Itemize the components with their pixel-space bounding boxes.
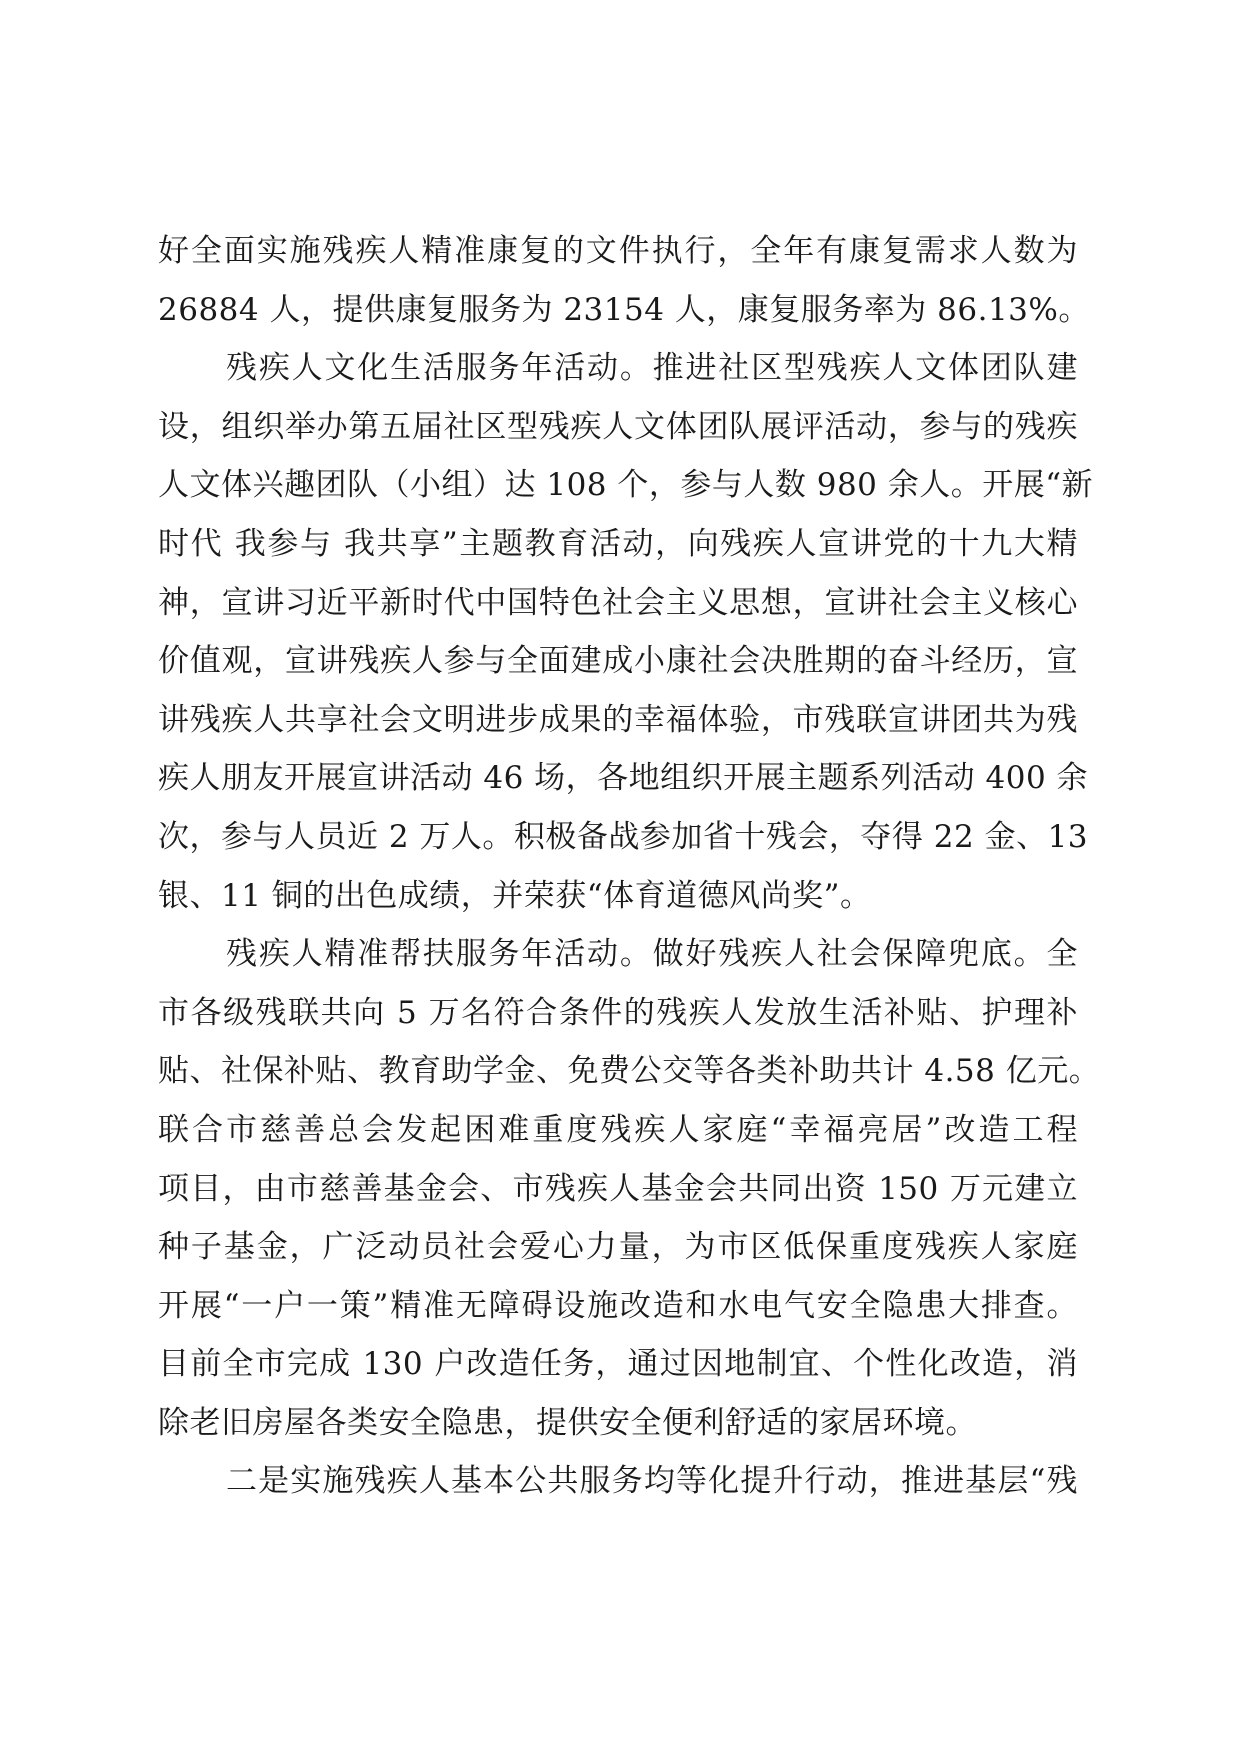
text-line: 人文体兴趣团队（小组）达 108 个，参与人数 980 余人。开展“新: [158, 467, 1094, 504]
text-line: 项目，由市慈善基金会、市残疾人基金会共同出资 150 万元建立: [158, 1170, 1078, 1207]
text-line: 开展“一户一策”精准无障碍设施改造和水电气安全隐患大排查。: [158, 1287, 1078, 1324]
text-line: 价值观，宣讲残疾人参与全面建成小康社会决胜期的奋斗经历，宣: [158, 643, 1078, 680]
text-line: 26884 人，提供康复服务为 23154 人，康复服务率为 86.13%。: [158, 291, 1090, 328]
text-line: 时代 我参与 我共享”主题教育活动，向残疾人宣讲党的十九大精: [158, 525, 1078, 562]
text-line: 次，参与人员近 2 万人。积极备战参加省十残会，夺得 22 金、13: [158, 818, 1089, 855]
body-text: [158, 222, 1101, 1511]
text-line: 好全面实施残疾人精准康复的文件执行，全年有康复需求人数为: [158, 233, 1078, 269]
text-line: 联合市慈善总会发起困难重度残疾人家庭“幸福亮居”改造工程: [158, 1111, 1078, 1148]
text-line: 种子基金，广泛动员社会爱心力量，为市区低保重度残疾人家庭: [158, 1229, 1078, 1266]
text-line: 神，宣讲习近平新时代中国特色社会主义思想，宣讲社会主义核心: [158, 584, 1078, 621]
text-line: 疾人朋友开展宣讲活动 46 场，各地组织开展主题系列活动 400 余: [158, 760, 1089, 797]
text-line: 目前全市完成 130 户改造任务，通过因地制宜、个性化改造，消: [158, 1346, 1078, 1383]
text-line: 残疾人文化生活服务年活动。推进社区型残疾人文体团队建: [226, 350, 1078, 387]
text-line: 除老旧房屋各类安全隐患，提供安全便利舒适的家居环境。: [158, 1404, 977, 1441]
text-line: 设，组织举办第五届社区型残疾人文体团队展评活动，参与的残疾: [158, 408, 1078, 445]
text-line: 讲残疾人共享社会文明进步成果的幸福体验，市残联宣讲团共为残: [158, 701, 1078, 738]
text-line: 市各级残联共向 5 万名符合条件的残疾人发放生活补贴、护理补: [158, 994, 1078, 1031]
text-line: 银、11 铜的出色成绩，并荣获“体育道德风尚奖”。: [158, 877, 872, 914]
text-line: 贴、社保补贴、教育助学金、免费公交等各类补助共计 4.58 亿元。: [158, 1053, 1101, 1090]
text-line: 残疾人精准帮扶服务年活动。做好残疾人社会保障兜底。全: [226, 936, 1078, 973]
text-line: 二是实施残疾人基本公共服务均等化提升行动，推进基层“残: [226, 1463, 1078, 1500]
